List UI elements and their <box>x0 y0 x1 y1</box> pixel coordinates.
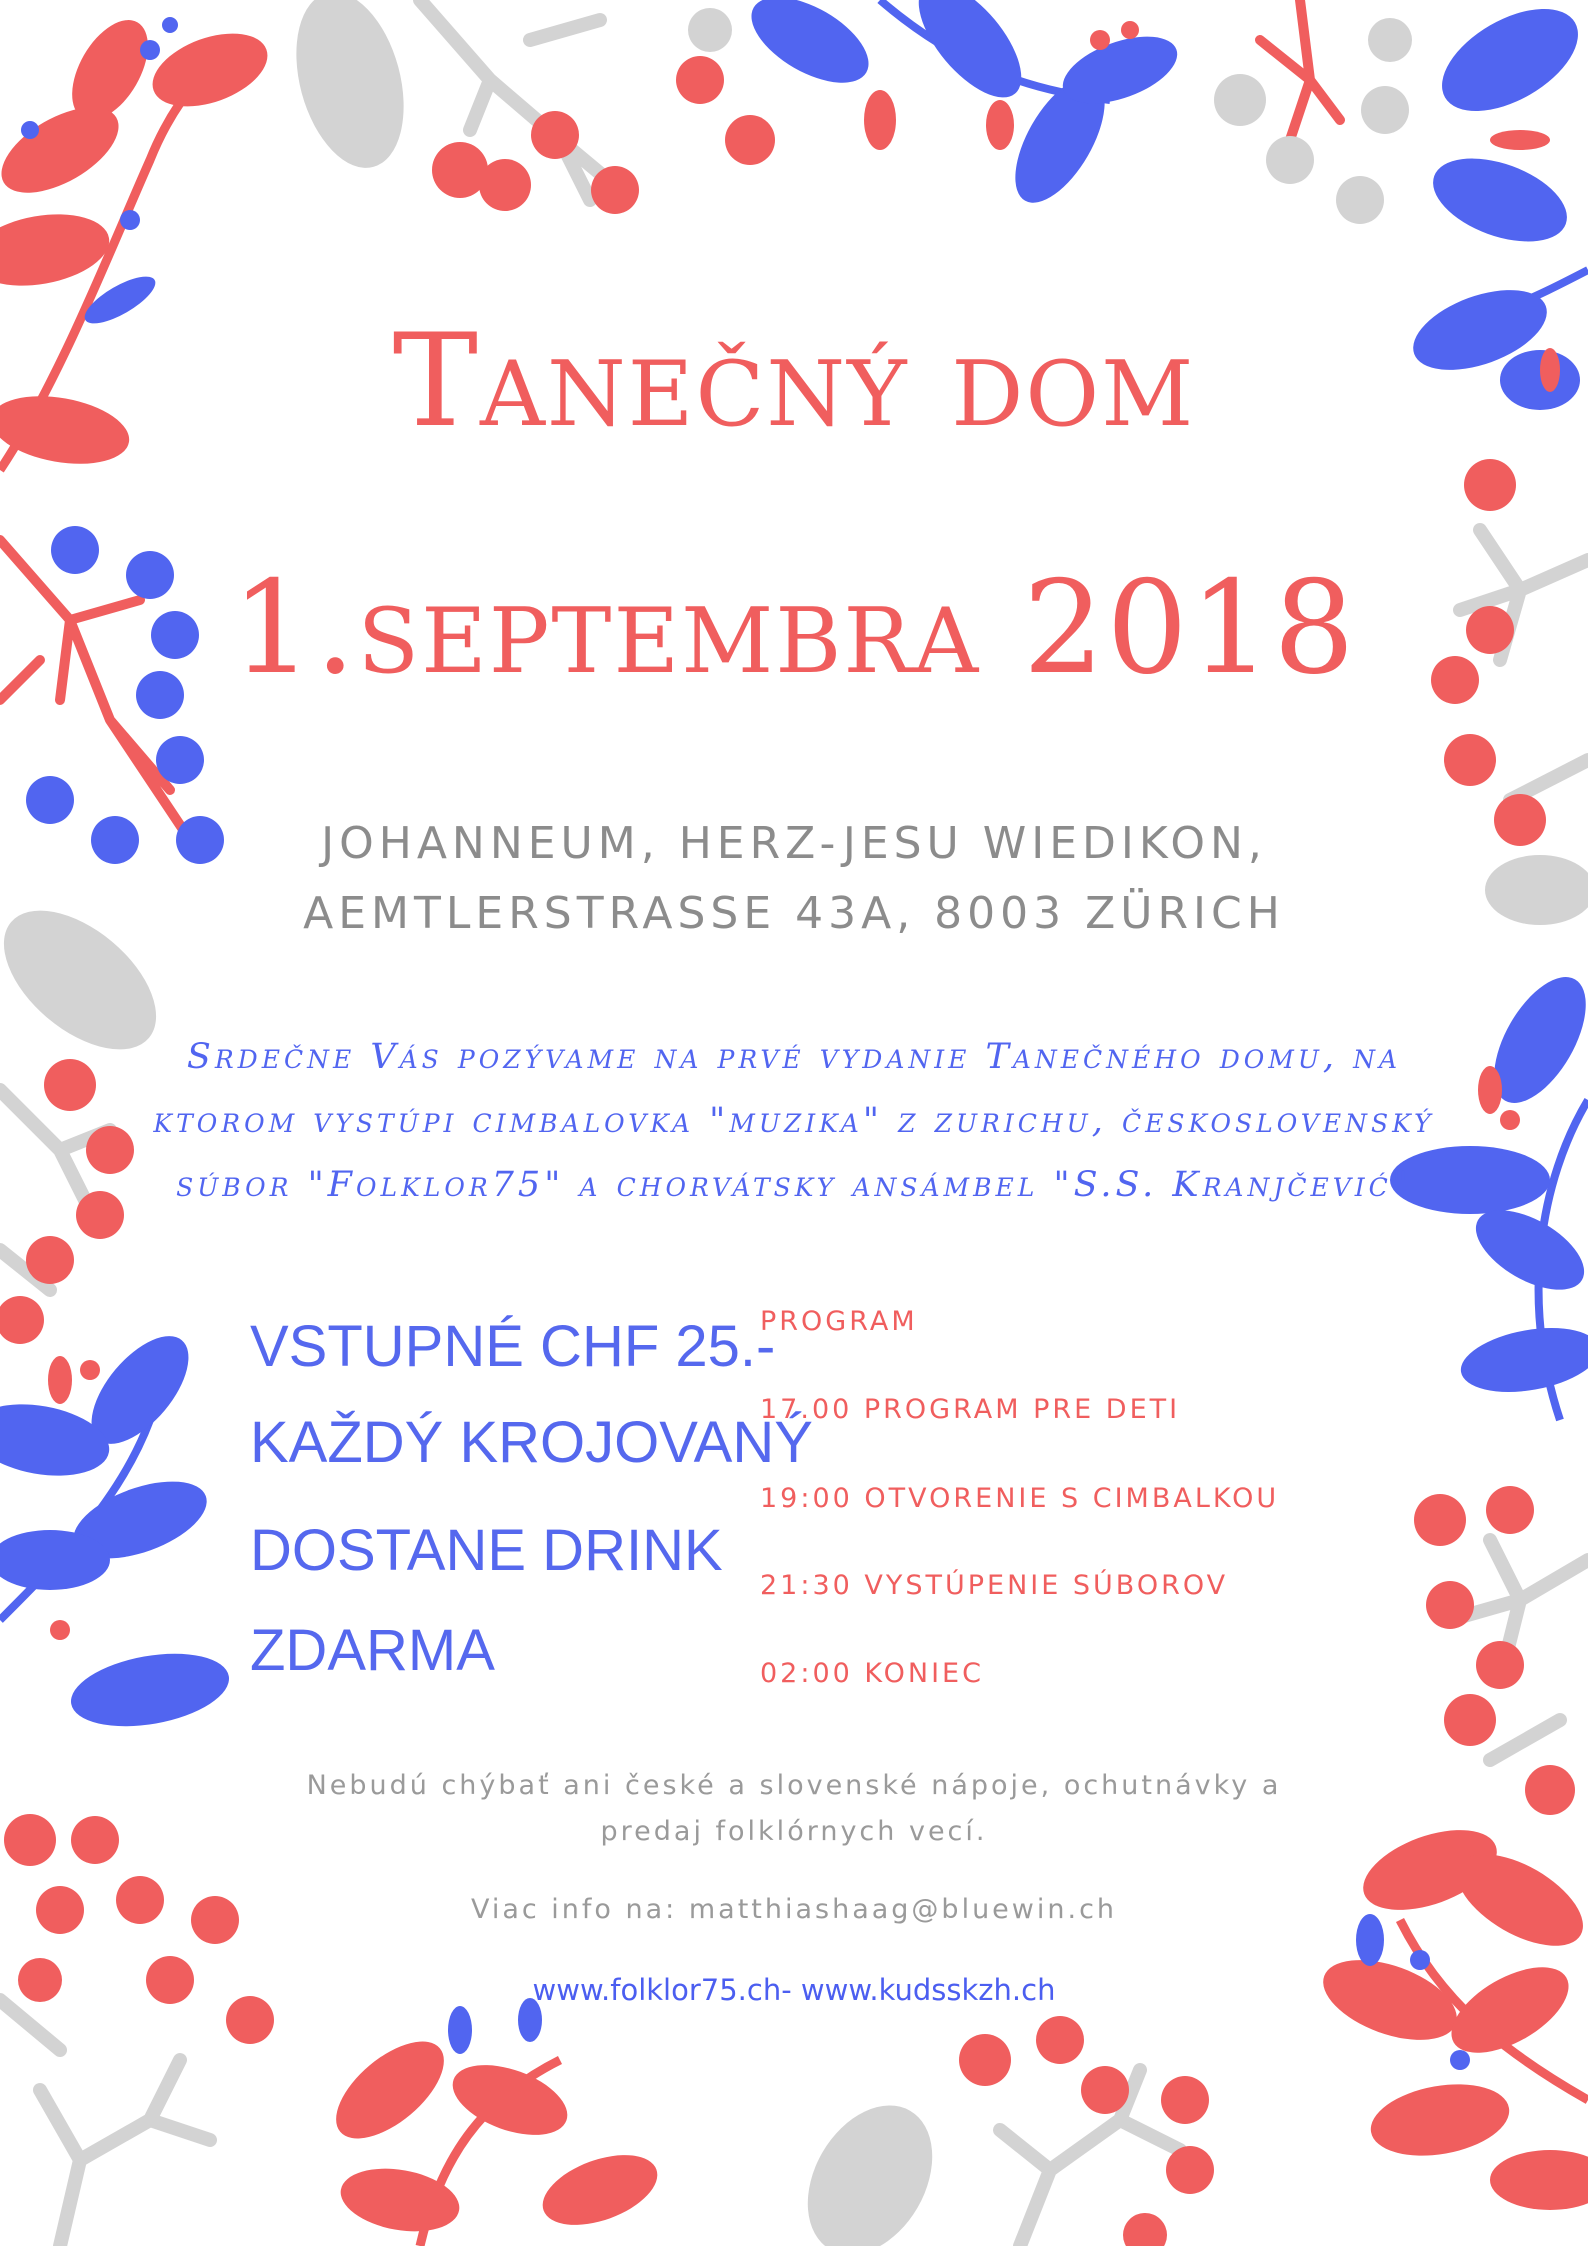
note-line-1: Nebudú chýbať ani české a slovenské nápoje, ochutnávky a <box>306 1770 1282 1801</box>
invitation-line-3: súbor "Folklor75" a chorvátsky ansámbel "S.S. Kranjčević" <box>176 1165 1412 1205</box>
invitation-line-1: Srdečne Vás pozývame na prvé vydanie Tanečného domu, na <box>186 1037 1402 1077</box>
admission-line-3: DOSTANE DRINK <box>250 1518 723 1583</box>
program-item: 21:30 VYSTÚPENIE SÚBOROV <box>760 1570 1229 1601</box>
program-item: 17.00 PROGRAM PRE DETI <box>760 1394 1181 1425</box>
program-item: 02:00 KONIEC <box>760 1658 984 1689</box>
leaf-branch-icon <box>1313 1814 1588 2210</box>
leaf-branch-icon <box>320 1998 667 2246</box>
invitation-line-2: ktorom vystúpi cimbalovka "muzika" z zurichu, československý <box>153 1101 1435 1141</box>
leaf-icon <box>278 0 421 180</box>
website-links[interactable]: www.folklor75.ch- www.kudsskzh.ch <box>532 1973 1056 2007</box>
event-title: Tanečný dom <box>392 307 1196 456</box>
venue-line-2: AEMTLERSTRASSE 43A, 8003 ZÜRICH <box>303 888 1285 939</box>
berry-branch-icon <box>0 1814 274 2246</box>
berry-branch-icon <box>782 2016 1214 2246</box>
program-heading: PROGRAM <box>760 1306 918 1337</box>
admission-line-2: KAŽDÝ KROJOVANÝ <box>250 1410 813 1475</box>
event-date: 1.septembra 2018 <box>231 554 1357 703</box>
admission-line-1: VSTUPNÉ CHF 25.- <box>250 1314 776 1379</box>
admission-line-4: ZDARMA <box>250 1618 495 1683</box>
berry-branch-icon <box>1214 0 1412 224</box>
note-line-2: predaj folklórnych vecí. <box>600 1816 988 1847</box>
venue-line-1: JOHANNEUM, HERZ-JESU WIEDIKON, <box>321 818 1267 869</box>
berry-branch-icon <box>420 0 775 214</box>
berry-branch-icon <box>1414 1486 1588 1815</box>
leaf-branch-icon <box>0 1320 235 1738</box>
contact-info: Viac info na: matthiashaag@bluewin.ch <box>470 1894 1118 1925</box>
leaf-branch-icon <box>738 0 1186 217</box>
program-item: 19:00 OTVORENIE S CIMBALKOU <box>760 1483 1280 1514</box>
